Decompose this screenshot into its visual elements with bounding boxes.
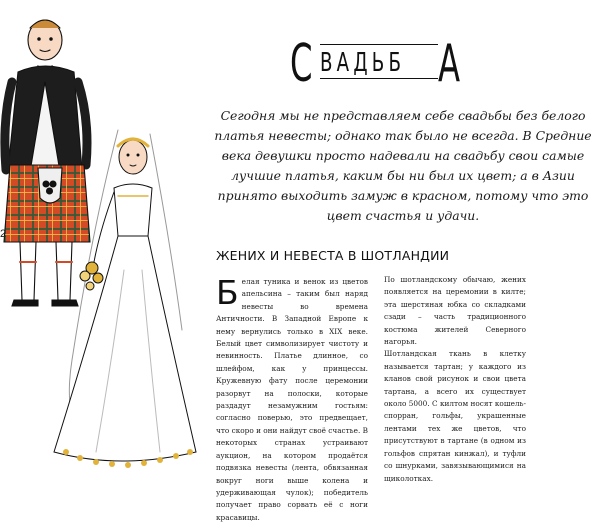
text-column-left bbox=[216, 273, 368, 524]
bride-dress bbox=[54, 236, 196, 461]
groom-leg-left bbox=[20, 242, 36, 300]
groom-shoes bbox=[12, 300, 78, 306]
bride-head bbox=[119, 140, 147, 174]
column-right-paragraph: Шотландская ткань в клетку называется тартан; у каждого из кланов свой рисунок и свои цвета тартана, а всего их существует около 5000. С килтом носят кошель-спорран, гольфы, украшенные лентами тех же цветов, что присутствуют в тартане (в одном из гольфов спрятан кинжал), и туфли со шнурками, завязывающимися на щиколотках. bbox=[384, 349, 526, 483]
wedding-couple-illustration bbox=[0, 0, 215, 482]
groom-figure bbox=[4, 20, 90, 306]
page-title bbox=[290, 34, 465, 96]
column-right-paragraph: По шотландскому обычаю, жених появляется на церемонии в килте; эта шерстяная юбка со складками сзади – часть традиционного костюма жителей Северного нагорья. bbox=[384, 275, 526, 347]
bride-arm bbox=[94, 192, 114, 262]
section-heading: ЖЕНИХ И НЕВЕСТА В ШОТЛАНДИИ bbox=[216, 248, 450, 263]
bride-bodice bbox=[114, 184, 152, 236]
title-first-letter: С bbox=[290, 34, 313, 94]
column-left-text: елая туника и венок из цветов апельсина – таким был наряд невесты во времена Античности. В Западной Европе к нему вернулись только в XIX веке. Белый цвет символизирует чистоту и невинность. Платье длинное, со шлейфом, как у принцессы. Кружевную фату после церемонии разорвут на полоски, которые раздадут незамужним гостьям: согласно поверью, это предвещает, что скоро и они найдут своё счастье. В некоторых странах устраивают аукцион, на котором продаётся подвязка невесты (лента, обвязанная вокруг ноги выше колена и удерживающая чулок); победитель получает право сорвать её с ноги красавицы. bbox=[216, 277, 368, 522]
title-last-letter: А bbox=[438, 34, 461, 94]
page-number: 2 bbox=[0, 228, 7, 240]
title-middle: ВАДЬБ bbox=[320, 48, 406, 78]
bouquet bbox=[80, 262, 103, 290]
title-rule-top bbox=[320, 44, 438, 45]
title-rule-bottom bbox=[320, 78, 438, 79]
groom-leg-right bbox=[56, 242, 72, 300]
intro-paragraph: Сегодня мы не представляем себе свадьбы без белого платья невесты; однако так было не всегда. В Средние века девушки просто надевали на свадьбу свои самые лучшие платья, каким бы ни был их цвет; а в Азии принято выходить замуж в красном, потому что это цвет счастья и удачи. bbox=[214, 108, 592, 223]
text-column-right bbox=[384, 274, 526, 485]
drop-cap: Б bbox=[216, 273, 239, 312]
